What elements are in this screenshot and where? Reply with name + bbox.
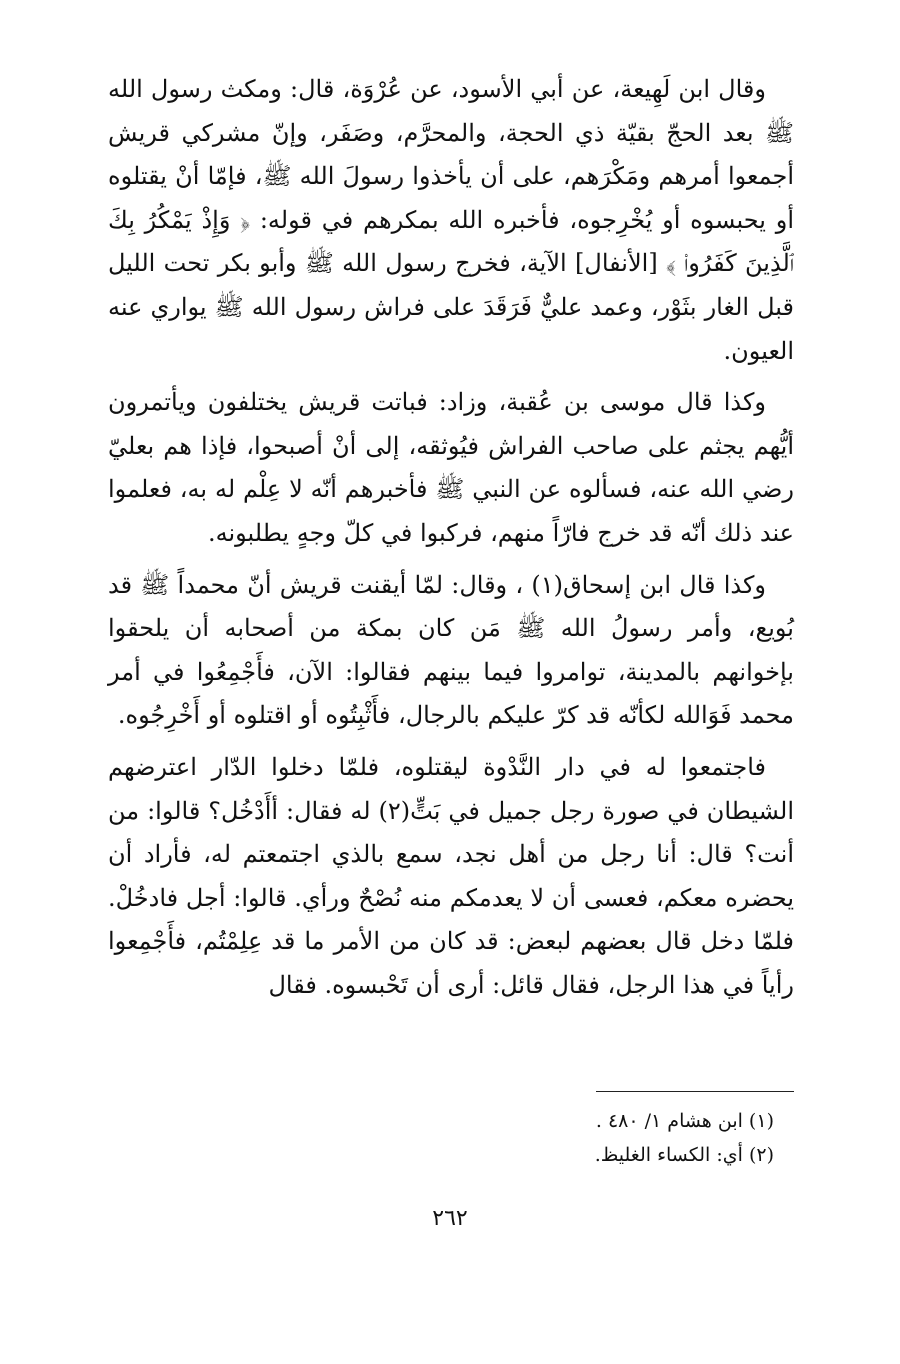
main-text xyxy=(108,68,794,1015)
page-number: ٢٦٢ xyxy=(432,1206,468,1231)
paragraph-3: وكذا قال ابن إسحاق(١) ، وقال: لمّا أيقنت قريش أنّ محمداً ﷺ قد بُويع، وأمر رسولُ الله ﷺ مَن كان بمكة من أصحابه أن يلحقوا بإخوانهم بالمدينة، توامروا فيما بينهم فقالوا: الآن، فأَجْمِعُوا في أمر محمد فَوَالله لكأنّه قد كرّ عليكم بالرجال، فأَثْبِتُوه أو اقتلوه أو أَخْرِجُوه. xyxy=(108,570,794,730)
footnotes xyxy=(108,1104,774,1172)
footnote-divider xyxy=(596,1091,794,1092)
footnote-1: (١) ابن هشام ١/ ٤٨٠ . xyxy=(595,1110,774,1132)
paragraph-1: وقال ابن لَهِيعة، عن أبي الأسود، عن عُرْوَة، قال: ومكث رسول الله ﷺ بعد الحجّ بقيّة ذي الحجة، والمحرَّم، وصَفَر، وإنّ مشركي قريش أجمعوا أمرهم ومَكْرَهم، على أن يأخذوا رسولَ الله ﷺ، فإمّا أنْ يقتلوه أو يحبسوه أو يُخْرِجوه، فأخبره الله بمكرهم في قوله: ﴿ وَإِذْ يَمْكُرُ بِكَ ٱلَّذِينَ كَفَرُوا۟ ﴾ [الأنفال] الآية، فخرج رسول الله ﷺ وأبو بكر تحت الليل قبل الغار بثَوْر، وعمد عليٌّ فَرَقَدَ على فراش رسول الله ﷺ يواري عنه العيون. xyxy=(108,75,794,365)
footnote-2: (٢) أي: الكساء الغليظ. xyxy=(594,1144,774,1166)
paragraph-2: وكذا قال موسى بن عُقبة، وزاد: فباتت قريش يختلفون ويأتمرون أيُّهم يجثم على صاحب الفراش فيُوثقه، إلى أنْ أصبحوا، فإذا هم بعليّ رضي الله عنه، فسألوه عن النبي ﷺ فأخبرهم أنّه لا عِلْم له به، فعلموا عند ذلك أنّه قد خرج فارّاً منهم، فركبوا في كلّ وجهٍ يطلبونه. xyxy=(108,388,794,547)
paragraph-4: فاجتمعوا له في دار النَّدْوة ليقتلوه، فلمّا دخلوا الدّار اعترضهم الشيطان في صورة رجل جميل في بَتٍّ(٢) له فقال: أأَدْخُل؟ قالوا: من أنت؟ قال: أنا رجل من أهل نجد، سمع بالذي اجتمعتم له، فأراد أن يحضره معكم، فعسى أن لا يعدمكم منه نُصْحٌ ورأي. قالوا: أجل فادخُلْ. فلمّا دخل قال بعضهم لبعض: قد كان من الأمر ما قد عِلِمْتُم، فأَجْمِعوا رأياً في هذا الرجل، فقال قائل: أرى أن تَحْبسوه. فقال xyxy=(108,752,794,999)
